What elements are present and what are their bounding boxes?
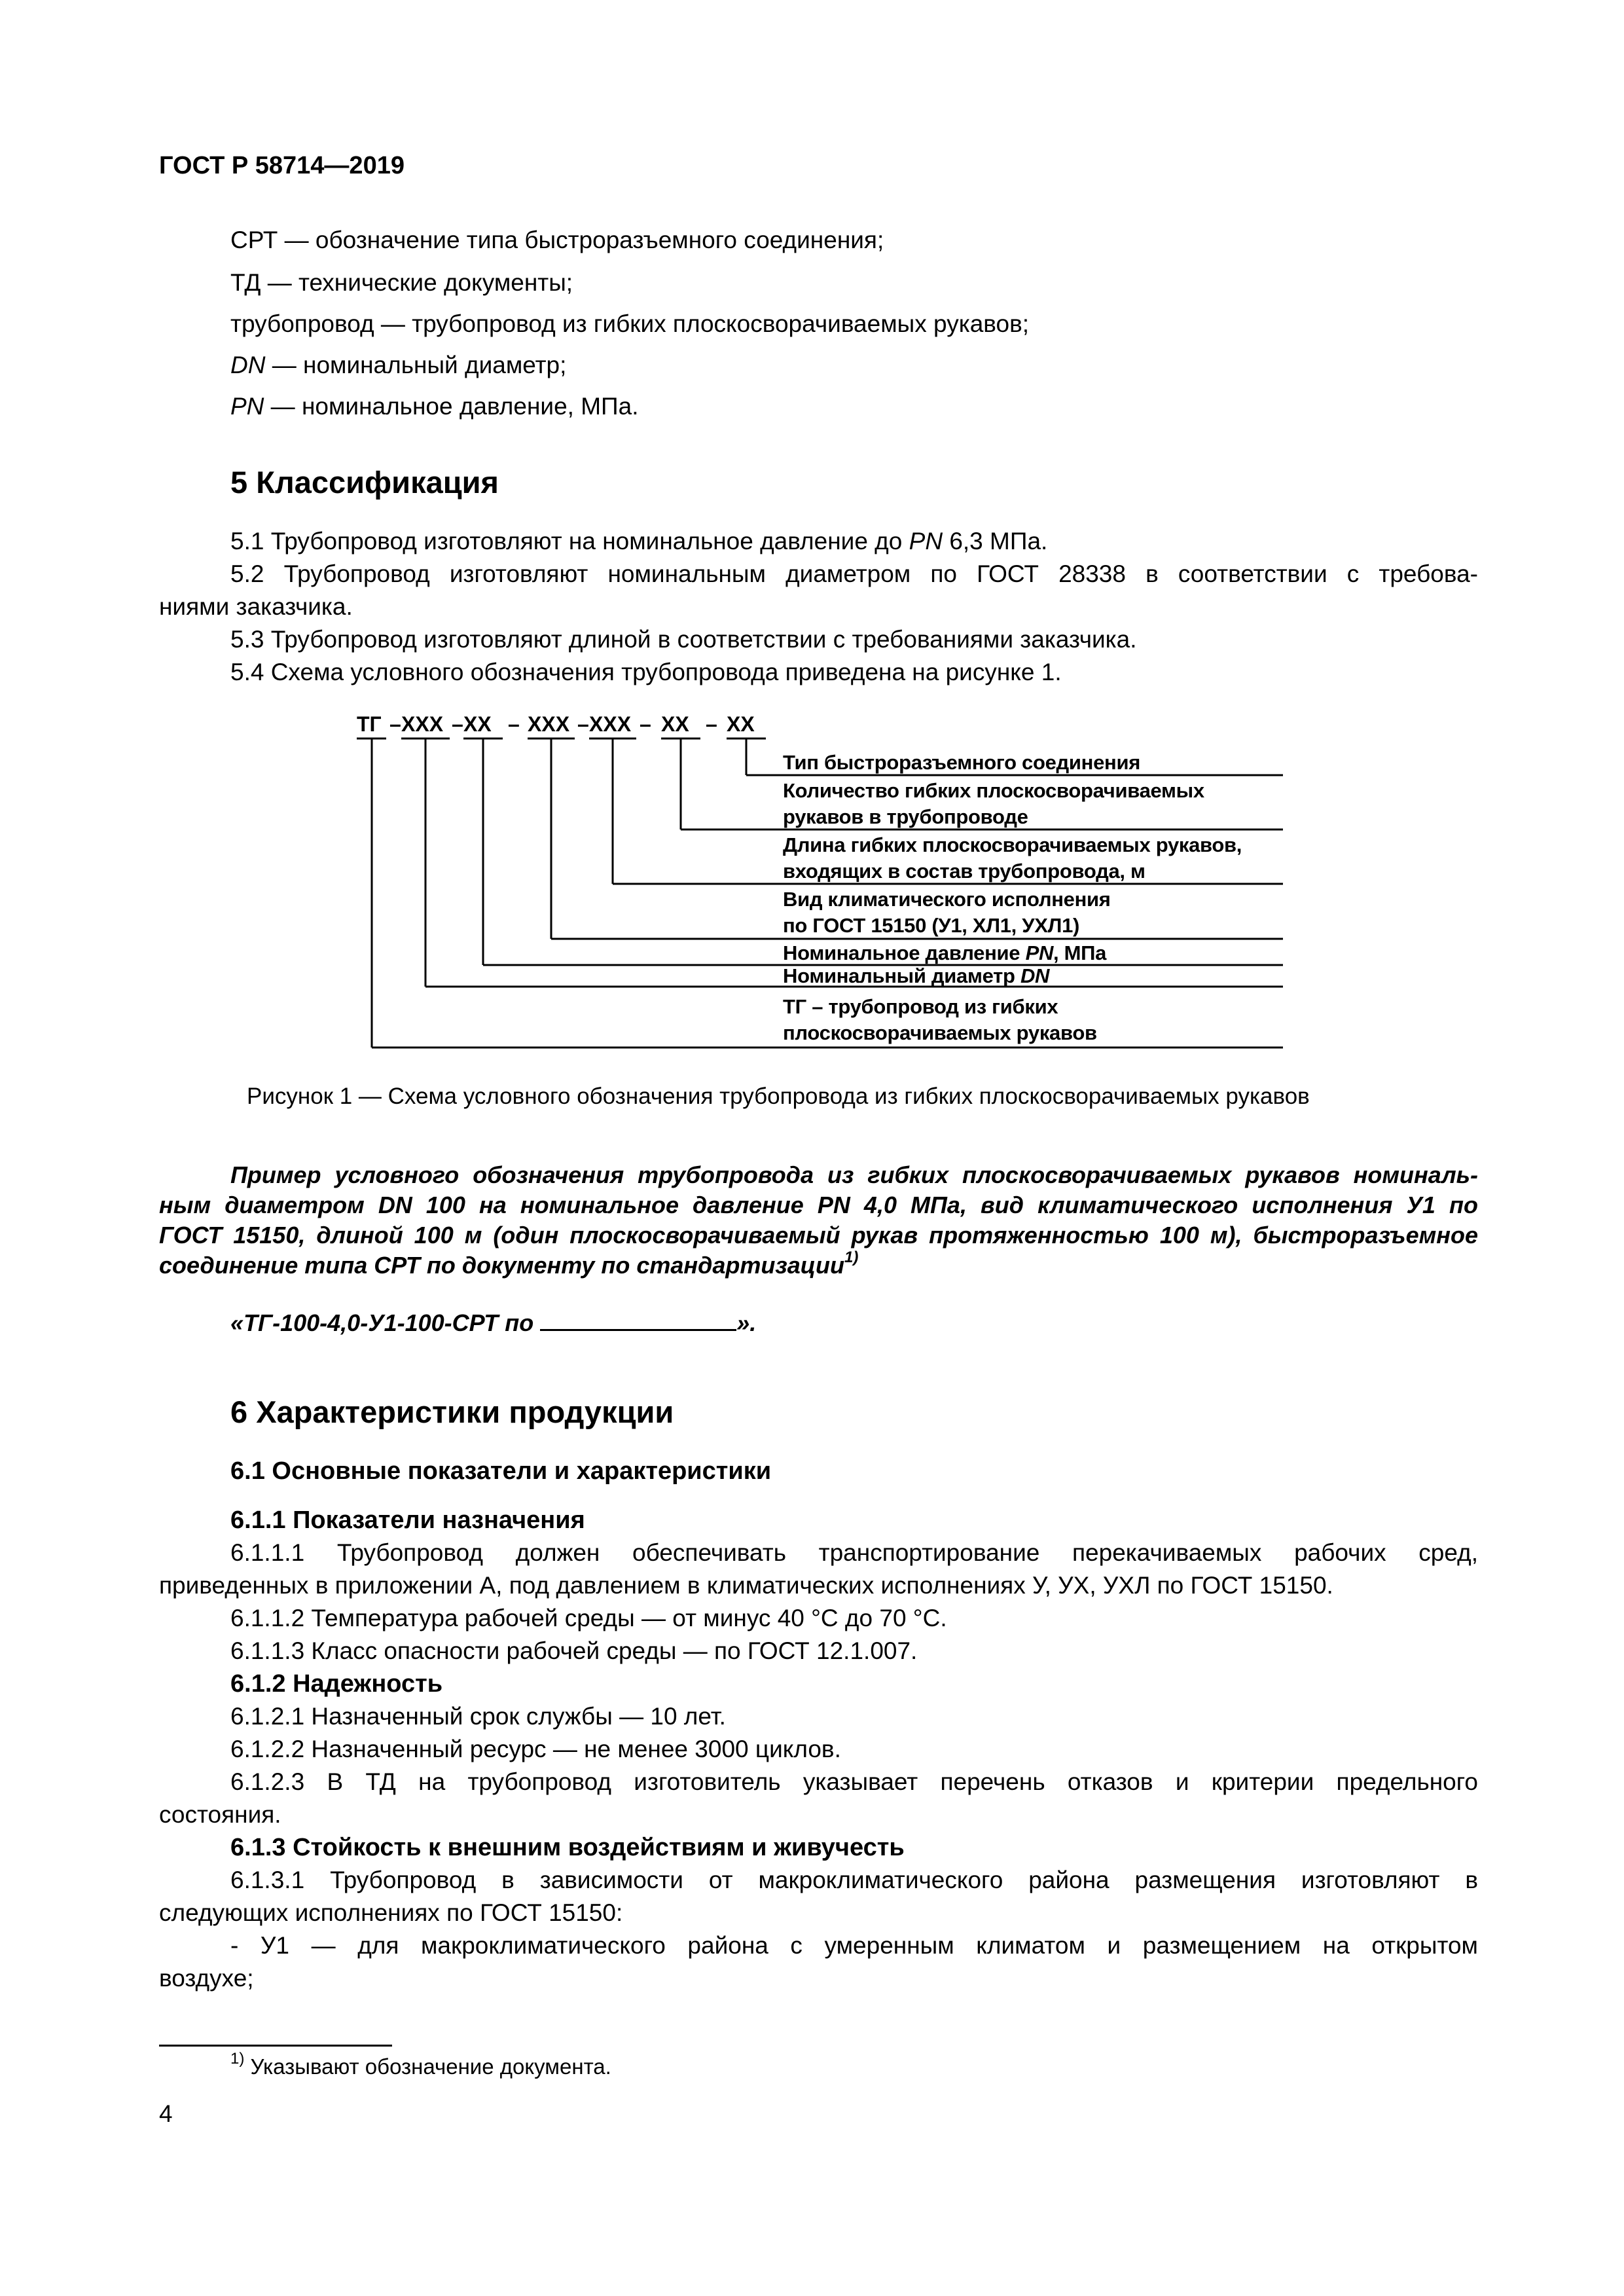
text-run: Номинальное давление bbox=[783, 941, 1026, 964]
subsection-6-1-1-title: 6.1.1 Показатели назначения bbox=[230, 1506, 585, 1534]
footnote-reference: 1) bbox=[844, 1248, 859, 1266]
example-line: ГОСТ 15150, длиной 100 м (один плоскосворачиваемый рукав протяженностью 100 м), быстроразъемное bbox=[159, 1222, 1478, 1248]
diagram-separator: – bbox=[389, 712, 401, 736]
abbreviation-definition: — обозначение типа быстроразъемного соединения; bbox=[278, 227, 884, 253]
diagram-label-tg: плоскосворачиваемых рукавов bbox=[783, 1021, 1097, 1044]
diagram-code-connector: ХХ bbox=[727, 712, 755, 736]
diagram-label-diameter bbox=[783, 964, 1049, 989]
abbreviation-term: СРТ bbox=[230, 227, 278, 253]
paragraph-6-1-3-1-line1: 6.1.3.1 Трубопровод в зависимости от макроклиматического района размещения изготовляют в bbox=[230, 1867, 1478, 1893]
diagram-separator: – bbox=[706, 712, 717, 736]
diagram-label-count: рукавов в трубопроводе bbox=[783, 805, 1028, 828]
text-run: 5.1 Трубопровод изготовляют на номинальное давление до bbox=[230, 528, 909, 555]
diagram-code-length: ХХХ bbox=[589, 712, 632, 736]
text-run: 6,3 МПа. bbox=[943, 528, 1048, 555]
paragraph-6-1-1-1-line2: приведенных в приложении А, под давлением в климатических исполнениях У, УХ, УХЛ по ГОСТ 15150. bbox=[159, 1572, 1333, 1599]
diagram-label-count: Количество гибких плоскосворачиваемых bbox=[783, 779, 1204, 802]
text-run-italic: PN bbox=[909, 528, 943, 555]
paragraph-6-1-1-2: 6.1.1.2 Температура рабочей среды — от минус 40 °С до 70 °С. bbox=[230, 1605, 947, 1631]
diagram-code-climate: ХХХ bbox=[528, 712, 570, 736]
paragraph-6-1-1-3: 6.1.1.3 Класс опасности рабочей среды — по ГОСТ 12.1.007. bbox=[230, 1637, 918, 1664]
subsection-6-1-title: 6.1 Основные показатели и характеристики bbox=[230, 1457, 772, 1485]
text-run: Номинальный диаметр bbox=[783, 964, 1020, 987]
example-line: ным диаметром DN 100 на номинальное давление PN 4,0 МПа, вид климатического исполнения У1 по bbox=[159, 1192, 1478, 1218]
diagram-label-tg: ТГ – трубопровод из гибких bbox=[783, 995, 1058, 1018]
diagram-label-climate: по ГОСТ 15150 (У1, ХЛ1, УХЛ1) bbox=[783, 914, 1080, 937]
abbreviation-definition: — трубопровод из гибких плоскосворачиваемых рукавов; bbox=[374, 310, 1030, 337]
diagram-separator: – bbox=[640, 712, 651, 736]
paragraph-5-2-line1: 5.2 Трубопровод изготовляют номинальным диаметром по ГОСТ 28338 в соответствии с требова- bbox=[230, 560, 1478, 587]
paragraph-6-1-2-1: 6.1.2.1 Назначенный срок службы — 10 лет. bbox=[230, 1703, 726, 1730]
text-run-italic: DN bbox=[1020, 964, 1050, 987]
diagram-separator: – bbox=[577, 712, 589, 736]
abbreviation-term: PN bbox=[230, 393, 264, 420]
paragraph-5-4: 5.4 Схема условного обозначения трубопровода приведена на рисунке 1. bbox=[230, 659, 1062, 685]
paragraph-5-3: 5.3 Трубопровод изготовляют длиной в соответствии с требованиями заказчика. bbox=[230, 626, 1137, 653]
diagram-separator: – bbox=[452, 712, 463, 736]
paragraph-6-1-2-3-line1: 6.1.2.3 В ТД на трубопровод изготовитель указывает перечень отказов и критерии предельного bbox=[230, 1768, 1478, 1795]
abbreviation-term: ТД bbox=[230, 269, 261, 296]
diagram-code-count: ХХ bbox=[661, 712, 689, 736]
text-run-italic: PN bbox=[1025, 941, 1054, 964]
section-6-title: 6 Характеристики продукции bbox=[230, 1394, 674, 1429]
list-item-u1-line1: - У1 — для макроклиматического района с умеренным климатом и размещением на открытом bbox=[230, 1932, 1478, 1959]
text-run: «ТГ-100-4,0-У1-100-СРТ по bbox=[230, 1309, 541, 1336]
blank-underline bbox=[540, 1307, 736, 1331]
abbreviation-term: DN bbox=[230, 352, 266, 378]
abbreviation-definition: — номинальный диаметр; bbox=[265, 352, 567, 378]
diagram-label-connector-type: Тип быстроразъемного соединения bbox=[783, 751, 1141, 774]
paragraph-6-1-2-3-line2: состояния. bbox=[159, 1801, 281, 1828]
diagram-label-length: входящих в состав трубопровода, м bbox=[783, 860, 1146, 883]
footnote bbox=[230, 2052, 611, 2081]
figure-caption: Рисунок 1 — Схема условного обозначения трубопровода из гибких плоскосворачиваемых рукавов bbox=[247, 1084, 1310, 1109]
footnote-mark: 1) bbox=[230, 2050, 245, 2068]
paragraph-6-1-1-1-line1: 6.1.1.1 Трубопровод должен обеспечивать транспортирование перекачиваемых рабочих сред, bbox=[230, 1539, 1478, 1566]
diagram-code-pressure: ХХ bbox=[463, 712, 492, 736]
example-line: Пример условного обозначения трубопровода из гибких плоскосворачиваемых рукавов номиналь- bbox=[230, 1161, 1478, 1188]
text-run: соединение типа СРТ по документу по стандартизации bbox=[159, 1252, 845, 1279]
text-run: ». bbox=[736, 1309, 757, 1336]
document-header-id: ГОСТ Р 58714—2019 bbox=[159, 152, 405, 179]
text-run: , МПа bbox=[1053, 941, 1107, 964]
footnote-separator bbox=[159, 2045, 392, 2047]
diagram-code-diameter: ХХХ bbox=[401, 712, 444, 736]
paragraph-6-1-3-1-line2: следующих исполнениях по ГОСТ 15150: bbox=[159, 1899, 623, 1926]
subsection-6-1-2-title: 6.1.2 Надежность bbox=[230, 1670, 443, 1698]
paragraph-6-1-2-2: 6.1.2.2 Назначенный ресурс — не менее 3000 циклов. bbox=[230, 1736, 841, 1762]
footnote-text: Указывают обозначение документа. bbox=[244, 2054, 611, 2079]
paragraph-5-2-line2: ниями заказчика. bbox=[159, 593, 353, 620]
section-5-title: 5 Классификация bbox=[230, 465, 499, 500]
example-line bbox=[159, 1250, 858, 1281]
abbreviation-term: трубопровод bbox=[230, 310, 374, 337]
diagram-label-length: Длина гибких плоскосворачиваемых рукавов, bbox=[783, 833, 1242, 856]
abbreviation-definition: — технические документы; bbox=[261, 269, 573, 296]
diagram-label-climate: Вид климатического исполнения bbox=[783, 888, 1111, 911]
example-designation bbox=[230, 1307, 756, 1338]
subsection-6-1-3-title: 6.1.3 Стойкость к внешним воздействиям и живучесть bbox=[230, 1834, 905, 1861]
page-number: 4 bbox=[159, 2100, 173, 2127]
diagram-code-tg: ТГ bbox=[357, 712, 382, 736]
diagram-label-pressure bbox=[783, 941, 1106, 966]
diagram-separator: – bbox=[508, 712, 520, 736]
list-item-u1-line2: воздухе; bbox=[159, 1965, 254, 1992]
abbreviation-definition: — номинальное давление, МПа. bbox=[264, 393, 639, 420]
